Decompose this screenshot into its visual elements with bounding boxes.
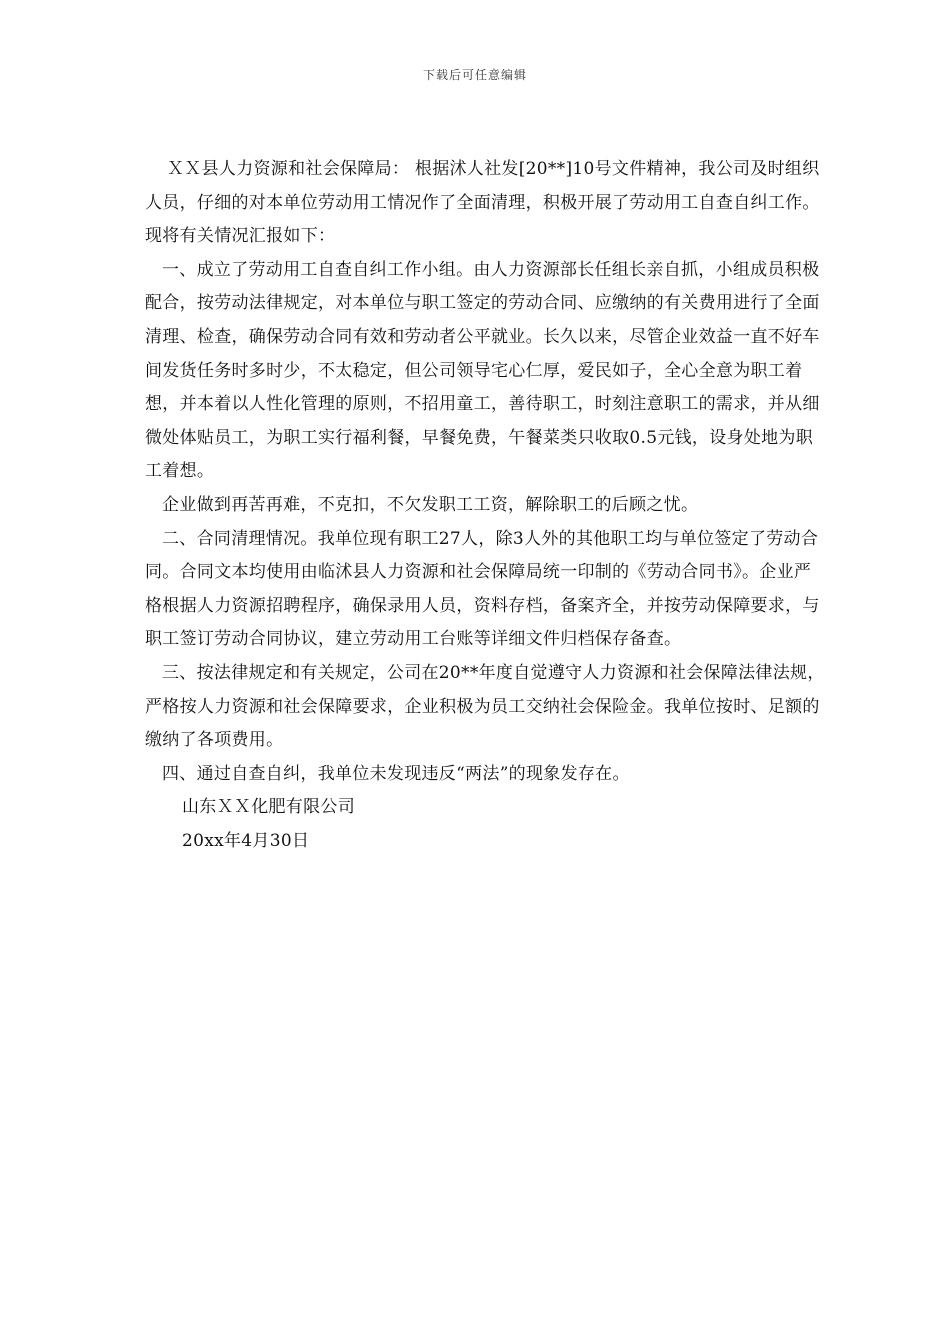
paragraph-section-2: 二、合同清理情况。我单位现有职工27人，除3人外的其他职工均与单位签定了劳动合同。合同文本均使用由临沭县人力资源和社会保障局统一印制的《劳动合同书》。企业严格根据人力资源招聘程序，确保录用人员，资料存档，备案齐全，并按劳动保障要求，与职工签订劳动合同协议，建立劳动用工台账等详细文件归档保存备查。 — [145, 528, 820, 650]
signature-date: 20xx年4月30日 — [182, 830, 310, 851]
paragraph-wages: 企业做到再苦再难，不克扣，不欠发职工工资，解除职工的后顾之忧。 — [162, 494, 699, 515]
paragraph-intro: ＸＸ县人力资源和社会保障局： 根据沭人社发[20**]10号文件精神，我公司及时组织人员，仔细的对本单位劳动用工情况作了全面清理，积极开展了劳动用工自查自纠工作。现将有关情况汇报如下： — [145, 159, 820, 247]
paragraph-section-1: 一、成立了劳动用工自查自纠工作小组。由人力资源部长任组长亲自抓，小组成员积极配合，按劳动法律规定，对本单位与职工签定的劳动合同、应缴纳的有关费用进行了全面清理、检查，确保劳动合同有效和劳动者公平就业。长久以来，尽管企业效益一直不好车间发货任务时多时少，不太稳定，但公司领导宅心仁厚，爱民如子，全心全意为职工着想，并本着以人性化管理的原则，不招用童工，善待职工，时刻注意职工的需求，并从细微处体贴员工，为职工实行福利餐，早餐免费，午餐菜类只收取0.5元钱，设身处地为职工着想。 — [145, 259, 820, 482]
signature-company: 山东ＸＸ化肥有限公司 — [182, 797, 355, 818]
paragraph-section-3: 三、按法律规定和有关规定，公司在20**年度自觉遵守人力资源和社会保障法律法规，严格按人力资源和社会保障要求，企业积极为员工交纳社会保险金。我单位按时、足额的缴纳了各项费用。 — [145, 662, 825, 751]
header-note: 下载后可任意编辑 — [422, 68, 527, 82]
paragraph-section-4: 四、通过自查自纠，我单位未发现违反“两法”的现象发存在。 — [162, 763, 630, 784]
document-body — [145, 153, 825, 858]
